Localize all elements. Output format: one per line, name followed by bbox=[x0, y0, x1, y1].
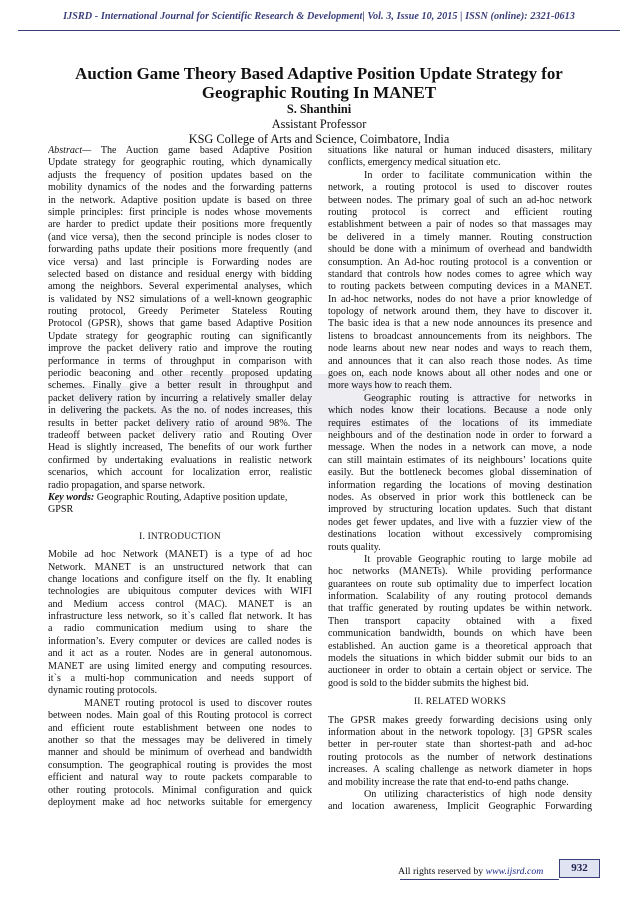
text-line: network, a routing protocol is used to discover routes bbox=[328, 182, 592, 194]
text-line: Protocol (GPSR), shows that game based Adaptive Position bbox=[48, 318, 312, 330]
text-line: situations like natural or human induced disasters, military bbox=[328, 145, 592, 156]
text-line: infrastructure less network, so it`s called flat network. It has bbox=[48, 611, 312, 623]
text-line: In order to facilitate communication within the bbox=[364, 169, 592, 181]
text-line: topology of network around them, they have to discover it. bbox=[328, 306, 592, 318]
text-line: among the neighbors. Several experimental analyses, which bbox=[48, 281, 312, 293]
text-line: be delivered in a timely manner. Routing construction bbox=[328, 231, 592, 243]
text-line: another so that the messages may be delivered in timely bbox=[48, 734, 312, 746]
paragraph bbox=[328, 554, 592, 690]
text-line: performance in terms of throughput in comparison with bbox=[48, 355, 312, 367]
text-line: increases. A scaling challenge as network diameter in hops bbox=[328, 764, 592, 776]
paragraph bbox=[328, 170, 592, 393]
keywords-line: Key words: Geographic Routing, Adaptive position update, bbox=[48, 491, 288, 503]
footer-rights: All rights reserved by www.ijsrd.com bbox=[398, 866, 544, 877]
text-line: technologies are ubiquitous computer devices with WIFI bbox=[48, 586, 312, 598]
left-column bbox=[48, 145, 312, 809]
page-number: 932 bbox=[559, 859, 600, 878]
text-line: The GPSR makes greedy forwarding decisions using only bbox=[328, 714, 592, 726]
text-line: better in per-router state than shortest-path and ad-hoc bbox=[328, 739, 592, 751]
text-line: schemes. Finally give a better result in throughput and bbox=[48, 380, 312, 392]
text-line: confirmed by undertaking evaluations in realistic network bbox=[48, 454, 312, 466]
text-line: it`s a multi-hop communication and needs support of bbox=[48, 673, 312, 685]
text-line: which nodes know their locations. Because a node only bbox=[328, 405, 592, 417]
text-line: established. An auction game is a theoretical approach that bbox=[328, 640, 592, 652]
text-line: destinations location without excessively compromising bbox=[328, 529, 592, 541]
text-line: conflicts, emergency medical situation etc. bbox=[328, 157, 501, 169]
text-line: auctioneer in order to obtain a certain object or service. The bbox=[328, 665, 592, 677]
author-role: Assistant Professor bbox=[271, 117, 367, 131]
running-header: IJSRD - International Journal for Scientific Research & Development| Vol. 3, Issue 10, 2015 | ISSN (online): 2321-0613 bbox=[63, 11, 575, 22]
abstract-body bbox=[48, 157, 312, 492]
text-line: models the situations in which bidder submit our bids to an bbox=[328, 653, 592, 665]
text-line: periodic beaconing and other recently proposed updating bbox=[48, 368, 312, 380]
paragraph bbox=[328, 789, 592, 814]
abstract-first-line: Abstract— The Auction game based Adaptive Position bbox=[48, 145, 312, 156]
text-line: Geographic routing is attractive for networks in bbox=[364, 392, 592, 404]
text-line: nodes. As observed in prior work this bottleneck can be bbox=[328, 491, 592, 503]
text-line: In ad-hoc networks, nodes do not have a prior knowledge of bbox=[328, 293, 592, 305]
text-line: neighbours and of the destination node in order to forward a bbox=[328, 429, 592, 441]
text-line: adjusts the frequency of position updates based on the bbox=[48, 169, 312, 181]
text-line: results in better packet delivery ratio of around 98%. The bbox=[48, 417, 312, 429]
text-line: information. Scalability of any routing protocol demands bbox=[328, 591, 592, 603]
header-rule bbox=[18, 30, 620, 31]
text-line: Mobile ad hoc Network (MANET) is a type of ad hoc bbox=[48, 549, 312, 561]
text-line: dynamic routing protocols. bbox=[48, 685, 158, 697]
text-line: packet delivery ration by incurring a relatively smaller delay bbox=[48, 392, 312, 404]
text-line: a radio communication medium using to share the bbox=[48, 623, 312, 635]
text-line: between nodes. Main goal of this Routing protocol is correct bbox=[48, 710, 312, 722]
text-line: between nodes. The primary goal of such an ad-hoc network bbox=[328, 194, 592, 206]
text-line: standard that controls how nodes comes to agree which way bbox=[328, 268, 592, 280]
text-line: improved by structuring location updates. Such that distant bbox=[328, 504, 592, 516]
text-line: (and vice versa), then the second principle is nodes closer to bbox=[48, 231, 312, 243]
intro-paragraph bbox=[48, 698, 312, 810]
text-line: and it act as a router. Nodes are in general autonomous. bbox=[48, 648, 312, 660]
right-column bbox=[328, 145, 592, 814]
abstract-label: Abstract— bbox=[48, 145, 92, 156]
intro-paragraph bbox=[48, 549, 312, 698]
text-line: radio propagation, and sparse network. bbox=[48, 479, 205, 491]
text-line: change locations and configure itself on the fly. It enabling bbox=[48, 573, 312, 585]
text-line: manner and should be minimum of overhead and bandwidth bbox=[48, 747, 312, 759]
text-line: routing protocol is correct and efficient routing bbox=[328, 206, 592, 218]
text-line: can still maintain estimates of its neighbours’ locations quite bbox=[328, 454, 592, 466]
title-line: Auction Game Theory Based Adaptive Position Update Strategy for bbox=[75, 64, 563, 83]
keywords-label: Key words: bbox=[48, 491, 95, 503]
text-line: deployment make ad hoc networks suitable for emergency bbox=[48, 796, 312, 808]
text-line: more ways how to reach them. bbox=[328, 380, 452, 392]
text-line: requires estimates of the locations of its immediate bbox=[328, 417, 592, 429]
text-line: routing protocols as the number of network destinations bbox=[328, 751, 592, 763]
text-line: MANET are using limited energy and computing resources. bbox=[48, 660, 312, 672]
text-line: nodes get fewer updates, and live with a fuzzier view of the bbox=[328, 516, 592, 528]
text-line: efficient and natural way to route packets comparable to bbox=[48, 772, 312, 784]
text-line: information’s. Every computer or devices are called nodes is bbox=[48, 635, 312, 647]
text-line: Then transport capacity obtained with a fixed bbox=[328, 615, 592, 627]
author-affiliation: KSG College of Arts and Science, Coimbatore, India bbox=[188, 132, 450, 146]
text-line: listens to broadcast announcements from its neighbors. The bbox=[328, 330, 592, 342]
text-line: Head is slightly increased, The benefits of our work further bbox=[48, 442, 312, 454]
author-name: S. Shanthini bbox=[286, 102, 352, 116]
text-line: and efficient route establishment between one nodes to bbox=[48, 722, 312, 734]
text-line: The basic idea is that a new node announces its presence and bbox=[328, 318, 592, 330]
text-line: other routing protocols. Minimal configuration and quick bbox=[48, 784, 312, 796]
text-line: vice versa) and last principle is Forwarding nodes are bbox=[48, 256, 312, 268]
text-line: selected based on distance and residual energy with bidding bbox=[48, 268, 312, 280]
text-line: Update strategy for geographic routing can significantly bbox=[48, 330, 312, 342]
footer-website-link[interactable]: www.ijsrd.com bbox=[485, 866, 544, 877]
text-line: good is sold to the bidder submits the highest bid. bbox=[328, 677, 529, 689]
paragraph bbox=[328, 715, 592, 789]
text-line: routs quality. bbox=[328, 541, 381, 553]
text-line: to routing packets between computing devices in a MANET. bbox=[328, 281, 592, 293]
text-line: in delivering the packets. As the no. of nodes increases, this bbox=[48, 405, 312, 417]
text-line: goes on, each node knows about all other nodes and one or bbox=[328, 368, 592, 380]
text-line: consumption. The geographical routing is provides the most bbox=[48, 759, 312, 771]
text-line: are harder to predict update their positions more frequently bbox=[48, 219, 312, 231]
text-line: easily. But the bottleneck becomes global dissemination of bbox=[328, 467, 592, 479]
keywords-line: GPSR bbox=[48, 504, 74, 516]
text-line: MANET routing protocol is used to discover routes bbox=[84, 697, 312, 709]
text-line: On utilizing characteristics of high node density bbox=[364, 788, 592, 800]
text-line: information about in the network topology. [3] GPSR scales bbox=[328, 726, 592, 738]
text-line: in the network. Adaptive position update is based on three bbox=[48, 194, 312, 206]
text-line: mobility dynamics of the nodes and the forwarding patterns bbox=[48, 182, 312, 194]
title-line: Geographic Routing In MANET bbox=[201, 83, 437, 102]
text-line: should be done with a minimum of overhead and bandwidth bbox=[328, 244, 592, 256]
text-line: communication bandwidth, bounds on which have been bbox=[328, 628, 592, 640]
paragraph bbox=[328, 393, 592, 554]
text-line: Update strategy for geographic routing, which dynamically bbox=[48, 157, 312, 169]
footer-rule bbox=[400, 879, 559, 880]
text-line: and announces that it can also reach those nodes. As time bbox=[328, 355, 592, 367]
text-line: It provable Geographic routing to large mobile ad bbox=[364, 553, 592, 565]
text-line: node learns about new near nodes and ways to reach them, bbox=[328, 343, 592, 355]
text-line: forwarding paths update their positions more frequently (and bbox=[48, 244, 312, 256]
text-line: tradeoff between packet delivery ratio and Routing Over bbox=[48, 429, 312, 441]
text-line: message. When the nodes in a network can move, a node bbox=[328, 442, 592, 454]
text-line: and location awareness, Implicit Geographic Forwarding bbox=[328, 801, 592, 813]
text-line: that traffic generated by routing updates be within network. bbox=[328, 603, 592, 615]
section-heading: II. RELATED WORKS bbox=[413, 697, 507, 708]
paper-title bbox=[30, 64, 608, 102]
text-line: simple principles: first principle is nodes whose movements bbox=[48, 206, 312, 218]
text-line: information regarding the locations of moving destination bbox=[328, 479, 592, 491]
text-line: is validated by NS2 simulations of a well-known geographic bbox=[48, 293, 312, 305]
text-line: guarantees on route sub optimality due to imperfect location bbox=[328, 578, 592, 590]
text-line: and mobility increase the rate that end-to-end paths change. bbox=[328, 776, 569, 788]
text-line: scenarios, which account for localization error, realistic bbox=[48, 467, 312, 479]
text-line: hoc networks (MANETs). While providing performance bbox=[328, 566, 592, 578]
text-line: and Medium access control (MAC). MANET is an bbox=[48, 598, 312, 610]
text-line: improve the packet delivery ratio and improve the routing bbox=[48, 343, 312, 355]
text-line: Network. MANET is an unstructured network that can bbox=[48, 561, 312, 573]
paragraph bbox=[328, 145, 592, 170]
text-line: routing protocol, Greedy Perimeter Stateless Routing bbox=[48, 306, 312, 318]
section-heading: I. INTRODUCTION bbox=[139, 531, 221, 542]
text-line: establishment between a pair of nodes so that massages may bbox=[328, 219, 592, 231]
text-line: consumption. An Ad-hoc routing protocol is a convention or bbox=[328, 256, 592, 268]
